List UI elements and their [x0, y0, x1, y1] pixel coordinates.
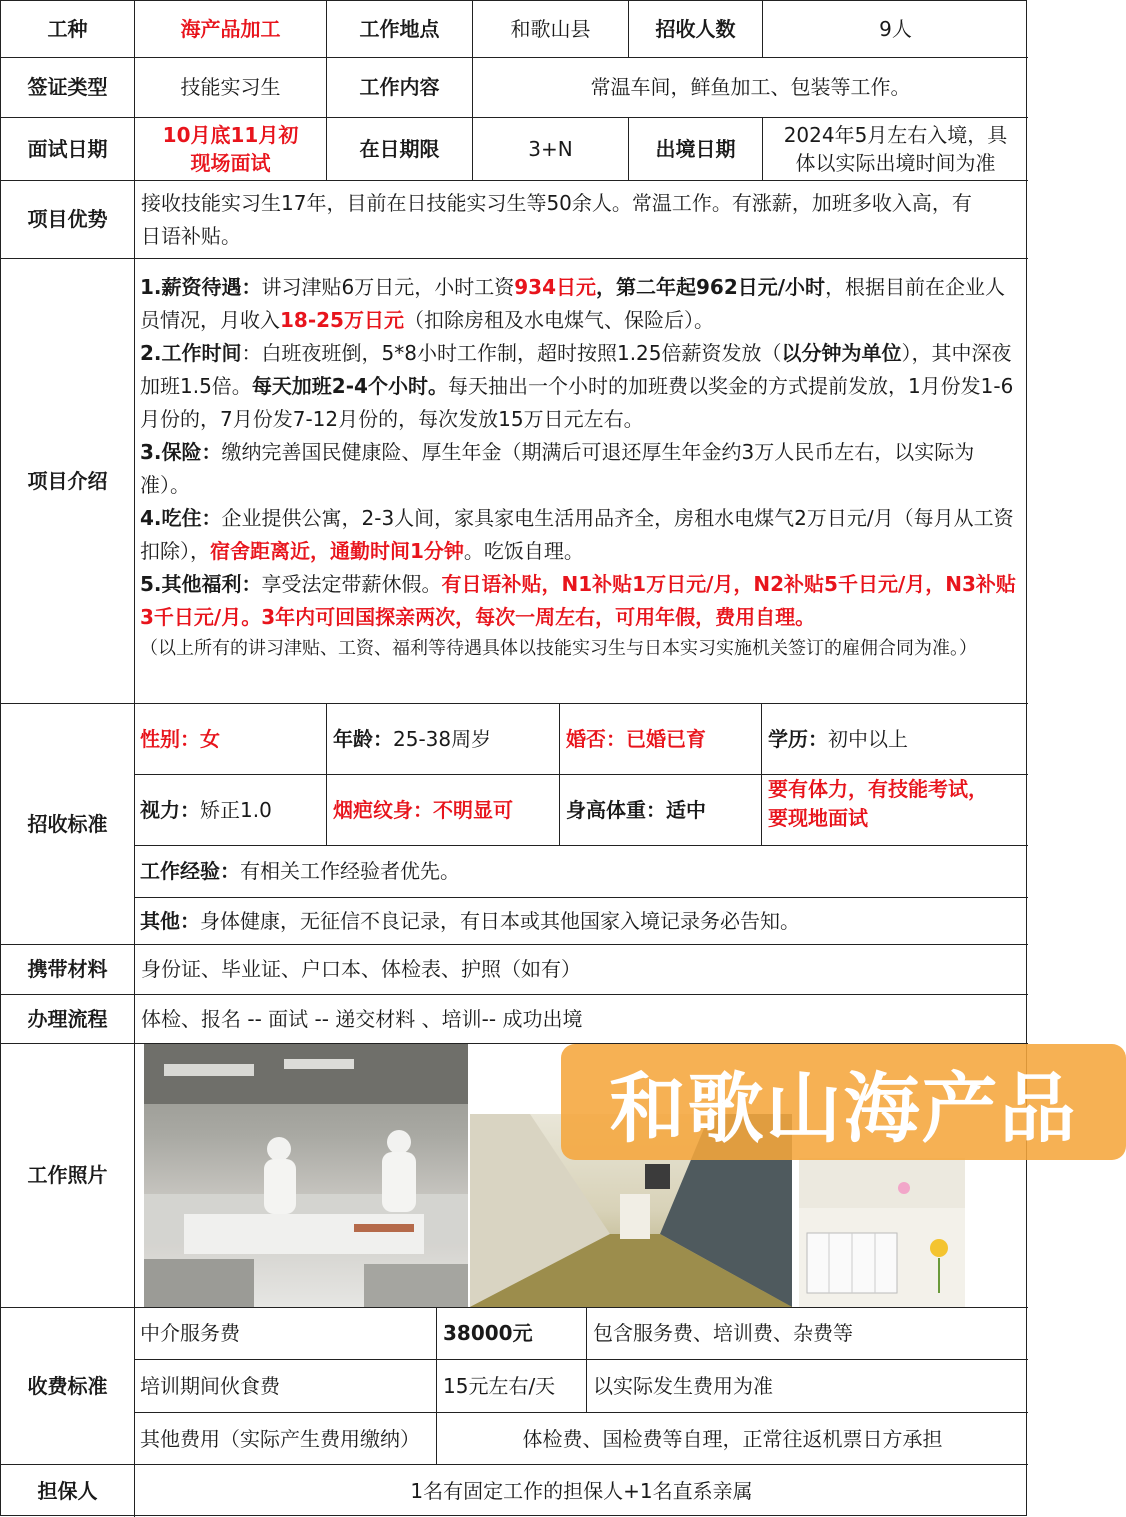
benefits-head: 5.其他福利：	[140, 572, 262, 596]
row-job-basic	[1, 1, 1028, 58]
age-value: 25-38周岁	[393, 726, 492, 751]
other-value: 身体健康，无征信不良记录，有日本或其他国家入境记录务必告知。	[200, 909, 800, 933]
hours-overtime: 每天加班2-4个小时。	[251, 374, 448, 398]
intro-hours	[140, 337, 1022, 436]
fee-name: 中介服务费	[134, 1308, 437, 1359]
height-weight: 身高体重：适中	[560, 775, 762, 845]
interview-line2: 现场面试	[190, 151, 271, 175]
location-value: 和歌山县	[473, 1, 629, 57]
photo-title-overlay: 和歌山海产品	[561, 1044, 1126, 1160]
fee-note: 以实际发生费用为准	[593, 1373, 773, 1398]
gender: 性别：女	[134, 704, 327, 774]
term-label: 在日期限	[327, 118, 473, 180]
fee-note: 包含服务费、培训费、杂费等	[593, 1321, 853, 1345]
hours-text1: ：白班夜班倒，5*8小时工作制，超时按照1.25倍薪资发放（	[241, 341, 782, 365]
processing-room-illustration	[144, 1044, 468, 1307]
photo-processing-room	[144, 1044, 468, 1307]
photo-dorm	[799, 1158, 965, 1307]
row-intro	[1, 259, 1028, 704]
hours-text3: 每天抽出一个小时的加班费以奖金的方式提前发放，1月份发1-6月份的，7月份发7-12月份的，每次发放15万日元左右。	[140, 374, 1014, 431]
row-materials	[1, 945, 1028, 995]
visa-label: 签证类型	[1, 58, 135, 117]
intro-note: （以上所有的讲习津贴、工资、福利等待遇具体以技能实习生与日本实习实施机关签订的雇佣合同为准。）	[140, 638, 977, 659]
salary-head: 1.薪资待遇：	[140, 275, 262, 299]
vision-value: 矫正1.0	[200, 797, 272, 822]
row-guarantor	[1, 1465, 1028, 1517]
insurance-text: 缴纳完善国民健康险、厚生年金（期满后可退还厚生年金约3万人民币左右，以实际为准）。	[140, 440, 975, 497]
age	[327, 704, 560, 774]
marital: 婚否：已婚已育	[560, 704, 762, 774]
depart-value	[763, 118, 1028, 180]
hours-head: 2.工作时间	[140, 341, 242, 365]
fees-label: 收费标准	[1, 1308, 135, 1464]
vision	[134, 775, 327, 845]
fee-other-name: 其他费用（实际产生费用缴纳）	[134, 1413, 437, 1465]
term-value: 3+N	[473, 118, 629, 180]
dorm-illustration	[799, 1158, 965, 1307]
insurance-head: 3.保险：	[140, 440, 222, 464]
age-label: 年龄：	[333, 726, 393, 751]
exp-label: 工作经验：	[140, 859, 240, 883]
req-line2: 要现地面试	[768, 806, 868, 830]
location-label: 工作地点	[327, 1, 473, 57]
guarantor-text: 1名有固定工作的担保人+1名直系亲属	[410, 1478, 753, 1503]
intro-benefits	[140, 568, 1022, 634]
salary-text2: ，根据目前在企业人员情况，月收入	[140, 275, 1006, 332]
housing-highlight: 宿舍距离近，通勤时间1分钟	[210, 539, 464, 563]
other-requirements	[134, 898, 1028, 945]
interview-value	[135, 118, 327, 180]
process-text: 体检、报名 -- 面试 -- 递交材料 、培训-- 成功出境	[141, 1006, 583, 1031]
edu-label: 学历：	[768, 726, 828, 751]
interview-label: 面试日期	[1, 118, 135, 180]
salary-second-year: ，第二年起962日元/小时	[596, 275, 826, 299]
fee-row-2	[134, 1360, 1028, 1413]
materials-text: 身份证、毕业证、户口本、体检表、护照（如有）	[141, 957, 581, 981]
advantage-label: 项目优势	[1, 181, 135, 258]
housing-head: 4.吃住：	[140, 506, 222, 530]
depart-line1: 2024年5月左右入境，具	[783, 123, 1008, 147]
photos-label: 工作照片	[1, 1044, 135, 1307]
fee-other-note: 体检费、国检费等自理，正常往返机票日方承担	[522, 1426, 943, 1451]
intro-salary	[140, 271, 1022, 337]
salary-hourly: 934日元	[514, 275, 596, 299]
standard-row2	[134, 775, 1028, 846]
housing-text2: 。吃饭自理。	[463, 539, 584, 563]
row-fees	[1, 1308, 1028, 1465]
exp-value: 有相关工作经验者优先。	[240, 859, 460, 883]
salary-text1: 讲习津贴6万日元，小时工资	[261, 275, 515, 299]
depart-label: 出境日期	[629, 118, 763, 180]
job-type-label: 工种	[1, 1, 135, 57]
photos-area	[134, 1044, 1078, 1307]
fee-row-1	[134, 1308, 1028, 1360]
row-dates	[1, 118, 1028, 181]
other-label: 其他：	[140, 909, 200, 933]
hours-text2: ），其中深夜加班1.5倍。	[140, 341, 1012, 398]
intro-body	[134, 259, 1028, 703]
interview-line1: 10月底11月初	[162, 123, 299, 147]
row-advantage	[1, 181, 1028, 259]
headcount-label: 招收人数	[629, 1, 763, 57]
standard-row1	[134, 704, 1028, 775]
standard-row4	[134, 898, 1028, 945]
experience	[134, 846, 1028, 897]
job-type-value: 海产品加工	[135, 1, 327, 57]
intro-insurance	[140, 436, 1022, 502]
vision-label: 视力：	[140, 797, 200, 822]
headcount-value: 9人	[879, 16, 912, 41]
row-photos	[1, 1044, 1078, 1308]
salary-monthly: 18-25万日元	[280, 308, 404, 332]
standard-row3	[134, 846, 1028, 898]
intro-housing	[140, 502, 1022, 568]
row-standards	[1, 704, 1028, 945]
depart-line2: 体以实际出境时间为准	[795, 151, 996, 175]
intro-label: 项目介绍	[1, 259, 135, 703]
hours-unit: 以分钟为单位	[781, 341, 902, 365]
housing-text1: 企业提供公寓，2-3人间，家具家电生活用品齐全，房租水电煤气2万日元/月（每月从工资扣除），	[140, 506, 1014, 563]
salary-text3: （扣除房租及水电煤气、保险后）。	[403, 308, 714, 332]
standard-label: 招收标准	[1, 704, 135, 944]
process-label: 办理流程	[1, 995, 135, 1043]
fee-name: 培训期间伙食费	[134, 1360, 437, 1412]
content-value: 常温车间，鲜鱼加工、包装等工作。	[590, 75, 911, 99]
visa-value: 技能实习生	[135, 58, 327, 117]
row-visa	[1, 58, 1028, 118]
benefits-highlight: 有日语补贴，N1补贴1万日元/月，N2补贴5千日元/月，N3补贴3千日元/月。3年内可回国探亲两次，每次一周左右，可用年假，费用自理。	[140, 572, 1016, 629]
row-process	[1, 995, 1028, 1044]
education	[762, 704, 1028, 774]
fee-row-3	[134, 1413, 1028, 1465]
requirements	[762, 775, 1028, 845]
edu-value: 初中以上	[828, 726, 908, 751]
content-label: 工作内容	[327, 58, 473, 117]
fee-amount: 15元左右/天	[437, 1360, 587, 1412]
advantage-text: 接收技能实习生17年，目前在日技能实习生等50余人。常温工作。有涨薪，加班多收入高，有日语补贴。	[141, 191, 972, 248]
tattoo: 烟疤纹身：不明显可	[327, 775, 560, 845]
req-line1: 要有体力，有技能考试，	[768, 777, 988, 801]
guarantor-label: 担保人	[1, 1465, 135, 1517]
benefits-text: 享受法定带薪休假。	[261, 572, 442, 596]
materials-label: 携带材料	[1, 945, 135, 994]
fee-amount: 38000元	[437, 1308, 587, 1359]
